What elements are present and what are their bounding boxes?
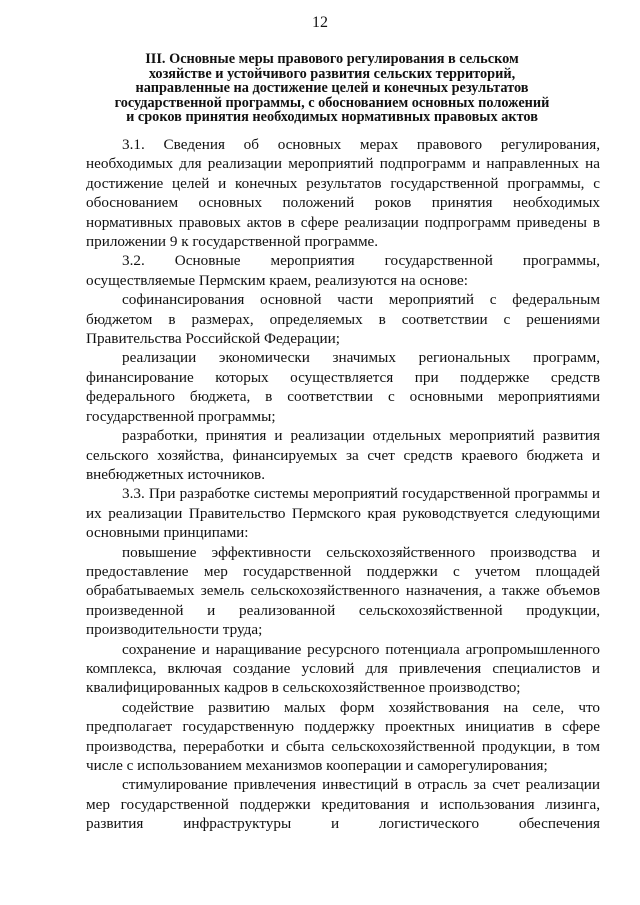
list-item: софинансирования основной части мероприятий с федеральным бюджетом в размерах, определяемых в соответствии с решениями Правительства Российской Федерации; [86, 291, 600, 348]
paragraph-3-1: 3.1. Сведения об основных мерах правового регулирования, необходимых для реализации мероприятий подпрограмм и направленных на достижение целей и конечных результатов государственной программы, с обоснованием основных положений роков принятия необходимых нормативных правовых актов в сфере реализации подпрограмм приведены в приложении 9 к государственной программе. [86, 136, 600, 251]
section-heading-line: направленные на достижение целей и конечных результатов [135, 80, 529, 97]
paragraph-3-2: 3.2. Основные мероприятия государственной программы, осуществляемые Пермским краем, реализуются на основе: [86, 252, 600, 289]
paragraph-3-3: 3.3. При разработке системы мероприятий государственной программы и их реализации Правительство Пермского края руководствуется следующими основными принципами: [86, 485, 600, 542]
section-heading-line: хозяйстве и устойчивого развития сельских территорий, [148, 65, 516, 82]
body-text [86, 135, 600, 834]
section-heading-line: и сроков принятия необходимых нормативных правовых актов [126, 109, 538, 126]
section-heading [82, 52, 582, 125]
page-number: 12 [312, 14, 328, 31]
list-item: разработки, принятия и реализации отдельных мероприятий развития сельского хозяйства, финансируемых за счет средств краевого бюджета и внебюджетных источников. [86, 427, 600, 483]
list-item: реализации экономически значимых региональных программ, финансирование которых осуществляется при поддержке средств федерального бюджета, в соответствии с основными мероприятиями государственной программы; [86, 349, 600, 425]
section-heading-line: III. Основные меры правового регулирования в сельском [145, 51, 519, 67]
section-heading-line: государственной программы, с обоснованием основных положений [114, 94, 550, 111]
list-item: сохранение и наращивание ресурсного потенциала агропромышленного комплекса, включая создание условий для привлечения специалистов и квалифицированных кадров в сельскохозяйственное производство; [86, 640, 600, 697]
list-item: содействие развитию малых форм хозяйствования на селе, что предполагает государственную поддержку проектных инициатив в сфере производства, переработки и сбыта сельскохозяйственной продукции, в том числе с использованием механизмов кооперации и саморегулирования; [86, 698, 600, 774]
list-item: стимулирование привлечения инвестиций в отрасль за счет реализации мер государственной поддержки кредитования и использования лизинга, развития инфраструктуры и логистического обеспечения [86, 776, 600, 833]
list-item: повышение эффективности сельскохозяйственного производства и предоставление мер государственной поддержки с учетом площадей обрабатываемых земель сельскохозяйственного назначения, а также объемов произведенной и реализованной сельскохозяйственной продукции, производительности труда; [86, 543, 600, 639]
